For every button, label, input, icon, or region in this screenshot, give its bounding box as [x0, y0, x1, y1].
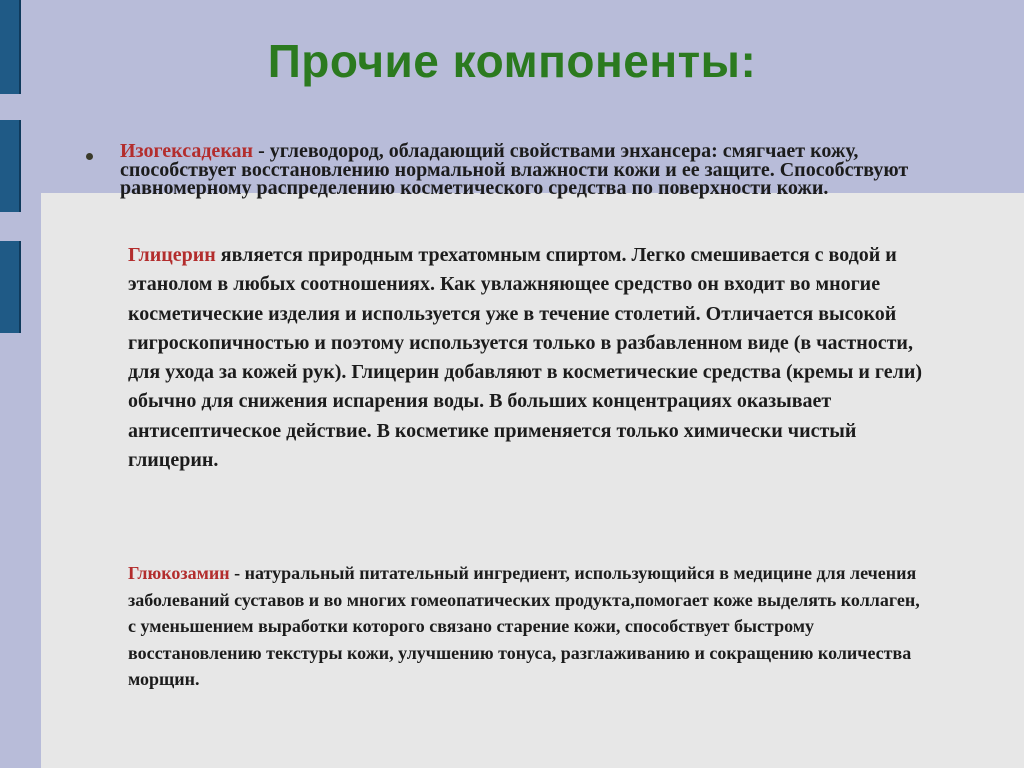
glucosamine-term: Глюкозамин: [128, 563, 230, 583]
decorative-side-bar: [0, 241, 21, 333]
glucosamine-description: - натуральный питательный ингредиент, использующийся в медицине для лечения заболеваний суставов и во многих гомеопатических продукта,помогает коже выделять коллаген, с уменьшением выработки которого связано старение кожи, способствует быстрому восстановлению текстуры кожи, улучшению тонуса, разглаживанию и сокращению количества морщин.: [128, 563, 920, 690]
isohexadecane-description: - углеводород, обладающий свойствами энхансера: смягчает кожу, способствует восстановлению нормальной влажности кожи и ее защите. Способствуют равномерному распределению косметического средства по поверхности кожи.: [120, 140, 909, 199]
glycerin-paragraph: [128, 241, 928, 475]
isohexadecane-term: Изогексадекан: [120, 140, 254, 162]
glycerin-term: Глицерин: [128, 244, 216, 266]
isohexadecane-paragraph: [120, 142, 950, 198]
bullet-icon: [86, 153, 93, 160]
glucosamine-paragraph: [128, 560, 928, 693]
glycerin-description: является природным трехатомным спиртом. Легко смешивается с водой и этанолом в любых соотношениях. Как увлажняющее средство он входит во многие косметические изделия и используется уже в течение столетий. Отличается высокой гигроскопичностью и поэтому используется только в разбавленном виде (в частности, для ухода за кожей рук). Глицерин добавляют в косметические средства (кремы и гели) обычно для снижения испарения воды. В больших концентрациях оказывает антисептическое действие. В косметике применяется только химически чистый глицерин.: [128, 244, 923, 472]
slide-title: Прочие компоненты:: [267, 35, 757, 87]
decorative-side-bar: [0, 120, 21, 212]
